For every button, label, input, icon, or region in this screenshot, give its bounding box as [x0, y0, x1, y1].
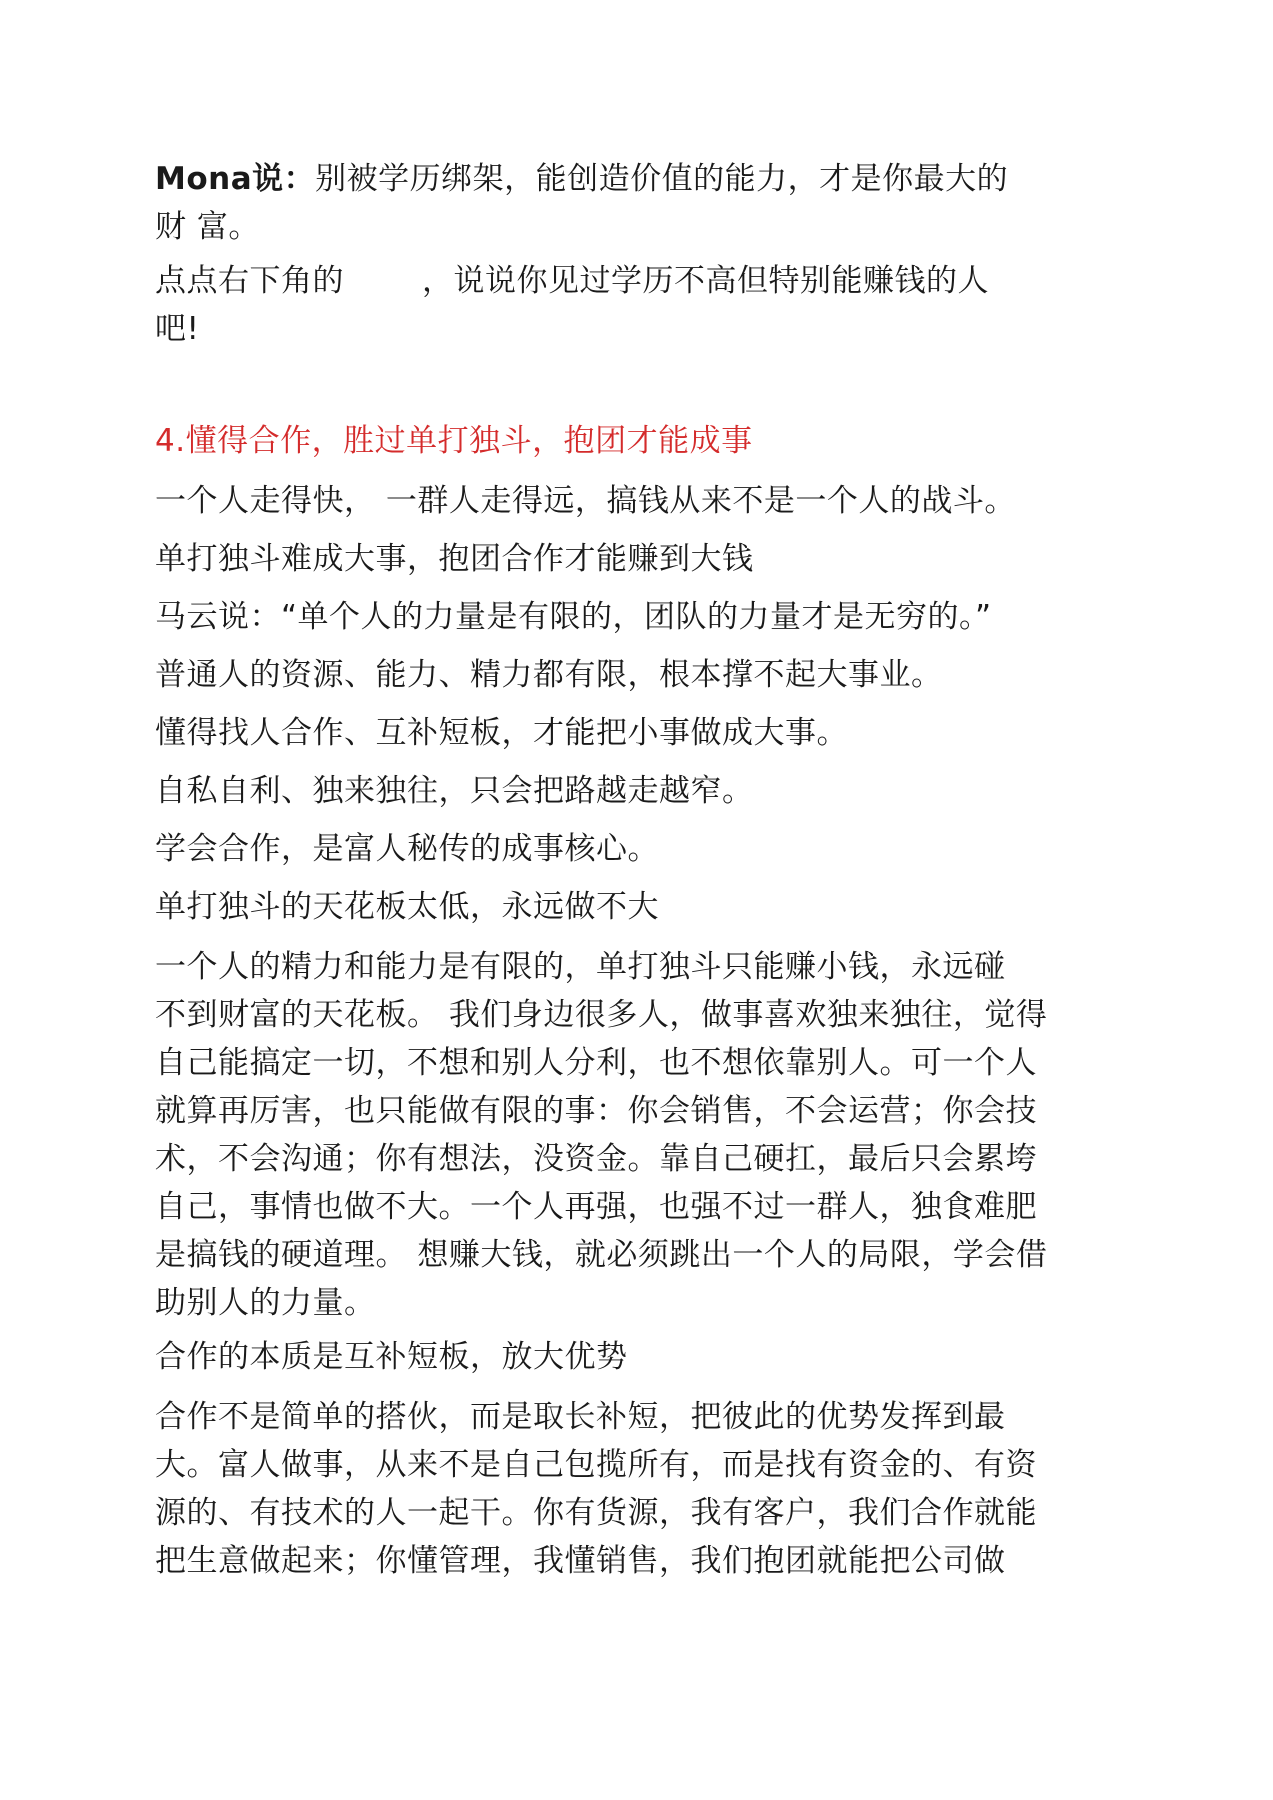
paragraph-line: 术，不会沟通；你有想法，没资金。靠自己硬扛，最后只会累垮 — [155, 1141, 1037, 1177]
paragraph-line: 不到财富的天花板。 我们身边很多人，做事喜欢独来独往，觉得 — [155, 997, 1048, 1033]
mona-quote-line-1 — [155, 155, 1155, 203]
section-4-line: 单打独斗难成大事，抱团合作才能赚到大钱 — [155, 541, 754, 577]
paragraph-line: 是搞钱的硬道理。 想赚大钱，就必须跳出一个人的局限，学会借 — [155, 1237, 1048, 1273]
paragraph-line: 源的、有技术的人一起干。你有货源，我有客户，我们合作就能 — [155, 1495, 1037, 1531]
section-4-line: 一个人走得快， 一群人走得远，搞钱从来不是一个人的战斗。 — [155, 483, 1016, 519]
prompt-line-2: 吧! — [155, 311, 200, 347]
mona-quote-text: 别被学历绑架，能创造价值的能力，才是你最大的 — [315, 161, 1009, 197]
paragraph-line: 合作不是简单的搭伙，而是取长补短，把彼此的优势发挥到最 — [155, 1399, 1006, 1435]
paragraph-line: 一个人的精力和能力是有限的，单打独斗只能赚小钱，永远碰 — [155, 949, 1006, 985]
section-4-title: 4.懂得合作，胜过单打独斗，抱团才能成事 — [155, 423, 753, 459]
paragraph-line: 自己能搞定一切，不想和别人分利，也不想依靠别人。可一个人 — [155, 1045, 1037, 1081]
section-4-subheading-2: 合作的本质是互补短板，放大优势 — [155, 1339, 628, 1375]
document-body — [155, 155, 1155, 1585]
section-4-line: 懂得找人合作、互补短板，才能把小事做成大事。 — [155, 715, 848, 751]
section-4-line: 马云说：“单个人的力量是有限的，团队的力量才是无穷的。” — [155, 599, 992, 635]
paragraph-line: 助别人的力量。 — [155, 1285, 376, 1321]
paragraph-line: 把生意做起来；你懂管理，我懂销售，我们抱团就能把公司做 — [155, 1543, 1006, 1579]
section-4-subheading: 单打独斗的天花板太低，永远做不大 — [155, 889, 659, 925]
mona-label: Mona说： — [155, 161, 316, 197]
prompt-line-1 — [155, 257, 1155, 305]
paragraph-line: 就算再厉害，也只能做有限的事：你会销售，不会运营；你会技 — [155, 1093, 1037, 1129]
section-4-line: 学会合作，是富人秘传的成事核心。 — [155, 831, 659, 867]
prompt-text-a: 点点右下角的 — [155, 263, 344, 299]
section-4-line: 普通人的资源、能力、精力都有限，根本撑不起大事业。 — [155, 657, 943, 693]
paragraph-2 — [155, 1393, 1155, 1585]
prompt-text-b: ，说说你见过学历不高但特别能赚钱的人 — [422, 263, 989, 299]
paragraph-1 — [155, 943, 1155, 1327]
section-4-line: 自私自利、独来独往，只会把路越走越窄。 — [155, 773, 754, 809]
mona-quote-line-2: 财 富。 — [155, 209, 260, 245]
paragraph-line: 大。富人做事，从来不是自己包揽所有，而是找有资金的、有资 — [155, 1447, 1037, 1483]
paragraph-line: 自己，事情也做不大。一个人再强，也强不过一群人，独食难肥 — [155, 1189, 1037, 1225]
